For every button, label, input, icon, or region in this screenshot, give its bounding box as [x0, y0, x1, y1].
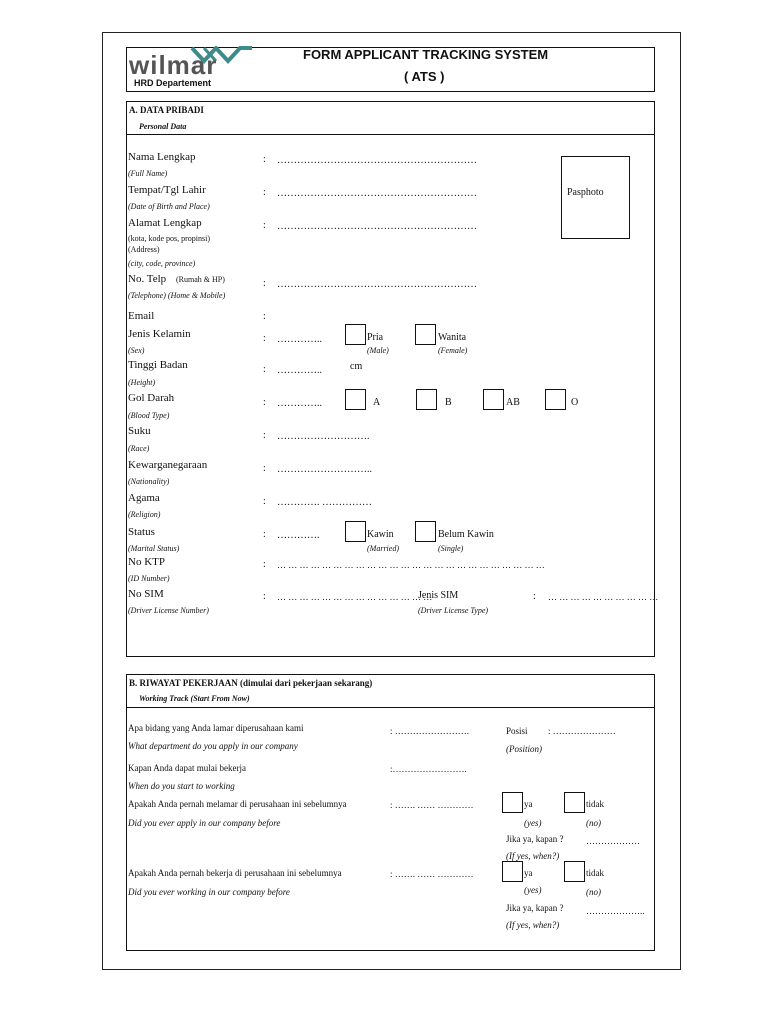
address-detail-en: (Address): [128, 245, 160, 254]
form-subtitle: ( ATS ): [404, 69, 445, 84]
q2-text-en: When do you start to working: [128, 781, 235, 791]
q3-when-label-en: (If yes, when?): [506, 851, 560, 861]
email-label: Email: [128, 310, 155, 322]
married-label-en: (Married): [367, 544, 399, 553]
birth-label-en: (Date of Birth and Place): [128, 202, 210, 211]
blood-b-checkbox[interactable]: [416, 389, 437, 410]
position-field[interactable]: : …………………: [548, 726, 616, 736]
sim-type-field[interactable]: … … … … … … … … … …: [548, 592, 659, 602]
section-a-title: A. DATA PRIBADI: [129, 105, 204, 115]
blood-o-checkbox[interactable]: [545, 389, 566, 410]
q1-text-en: What department do you apply in our company: [128, 741, 298, 751]
married-label: Kawin: [367, 529, 394, 540]
sim-label: No SIM: [128, 588, 164, 600]
single-checkbox[interactable]: [415, 521, 436, 542]
q3-yes-label-en: (yes): [524, 818, 542, 828]
nationality-label-en: (Nationality): [128, 477, 170, 486]
height-label-en: (Height): [128, 378, 156, 387]
blood-colon: :: [263, 397, 266, 408]
male-label-en: (Male): [367, 346, 389, 355]
married-checkbox[interactable]: [345, 521, 366, 542]
q4-yes-checkbox[interactable]: [502, 861, 523, 882]
ktp-label: No KTP: [128, 556, 165, 568]
religion-field[interactable]: …………. ……………: [277, 497, 372, 508]
single-label-en: (Single): [438, 544, 464, 553]
religion-label: Agama: [128, 492, 160, 504]
phone-label: No. Telp: [128, 273, 167, 285]
sim-field[interactable]: … … … … … … … … … … … … … …: [277, 592, 433, 602]
blood-ab-label: AB: [506, 397, 520, 408]
name-colon: :: [263, 154, 266, 165]
name-field[interactable]: ……………………………………………………: [277, 155, 477, 166]
q1-text: Apa bidang yang Anda lamar diperusahaan kami: [128, 723, 304, 733]
name-label-en: (Full Name): [128, 169, 168, 178]
male-checkbox[interactable]: [345, 324, 366, 345]
address-detail: (kota, kode pos, propinsi): [128, 234, 210, 243]
email-colon: :: [263, 311, 266, 322]
phone-colon: :: [263, 278, 266, 289]
section-b-subtitle: Working Track (Start From Now): [139, 694, 250, 703]
wilmar-logo: wilmar: [129, 50, 218, 80]
nationality-colon: :: [263, 463, 266, 474]
sex-colon: :: [263, 333, 266, 344]
q3-no-label: tidak: [586, 799, 604, 809]
photo-label: Pasphoto: [567, 187, 604, 198]
status-colon: :: [263, 529, 266, 540]
sim-type-label-en: (Driver License Type): [418, 606, 489, 615]
female-label: Wanita: [438, 332, 467, 343]
female-checkbox[interactable]: [415, 324, 436, 345]
blood-a-label: A: [373, 397, 381, 408]
section-a-subtitle: Personal Data: [139, 122, 187, 131]
q1-field[interactable]: : …………………….: [390, 726, 470, 736]
ktp-label-en: (ID Number): [128, 574, 170, 583]
q4-yes-label-en: (yes): [524, 885, 542, 895]
blood-o-label: O: [571, 397, 579, 408]
height-label: Tinggi Badan: [128, 359, 188, 371]
q4-no-label-en: (no): [586, 887, 601, 897]
birth-colon: :: [263, 187, 266, 198]
q3-yes-checkbox[interactable]: [502, 792, 523, 813]
phone-detail: (Rumah & HP): [176, 275, 225, 284]
phone-label-en: (Telephone) (Home & Mobile): [128, 291, 226, 300]
blood-label: Gol Darah: [128, 392, 175, 404]
blood-label-en: (Blood Type): [128, 411, 170, 420]
birth-label: Tempat/Tgl Lahir: [128, 184, 206, 196]
blood-a-checkbox[interactable]: [345, 389, 366, 410]
section-a-divider: [126, 134, 655, 135]
q3-no-checkbox[interactable]: [564, 792, 585, 813]
q4-yes-label: ya: [524, 868, 533, 878]
q2-field[interactable]: :…………………….: [390, 764, 467, 774]
status-label-en: (Marital Status): [128, 544, 180, 553]
phone-field[interactable]: ……………………………………………………: [277, 279, 477, 290]
section-b-divider: [126, 707, 655, 708]
ktp-field[interactable]: … … … … … … … … … … … … … … … … … … … … … … … …: [277, 560, 545, 570]
nationality-label: Kewarganegaraan: [128, 459, 208, 471]
female-label-en: (Female): [438, 346, 468, 355]
ktp-colon: :: [263, 559, 266, 570]
q4-when-field[interactable]: ………………..: [586, 906, 645, 916]
section-b-title: B. RIWAYAT PEKERJAAN (dimulai dari pekerjaan sekarang): [129, 678, 373, 688]
blood-b-label: B: [445, 397, 452, 408]
q3-text-en: Did you ever apply in our company before: [128, 818, 281, 828]
q4-no-checkbox[interactable]: [564, 861, 585, 882]
position-label: Posisi: [506, 726, 528, 736]
q3-text: Apakah Anda pernah melamar di perusahaan ini sebelumnya: [128, 799, 347, 809]
religion-label-en: (Religion): [128, 510, 161, 519]
q3-yes-label: ya: [524, 799, 533, 809]
blood-field[interactable]: …………..: [277, 398, 322, 409]
single-label: Belum Kawin: [438, 529, 494, 540]
q4-text-en: Did you ever working in our company before: [128, 887, 290, 897]
sex-label-en: (Sex): [128, 346, 145, 355]
form-title: FORM APPLICANT TRACKING SYSTEM: [303, 47, 549, 62]
dept-label: HRD Departement: [134, 78, 212, 88]
address-label-en: (city, code, province): [128, 259, 196, 268]
religion-colon: :: [263, 496, 266, 507]
q4-text: Apakah Anda pernah bekerja di perusahaan ini sebelumnya: [128, 868, 342, 878]
sim-type-colon: :: [533, 591, 536, 602]
nationality-field[interactable]: ………………………..: [277, 464, 372, 475]
race-label: Suku: [128, 425, 151, 437]
q3-when-label: Jika ya, kapan ?: [506, 834, 564, 844]
status-field[interactable]: ………….: [277, 530, 320, 541]
name-label: Nama Lengkap: [128, 151, 196, 163]
address-colon: :: [263, 220, 266, 231]
height-field[interactable]: …………..: [277, 365, 322, 376]
q4-field[interactable]: : ……. …… …………: [390, 869, 474, 879]
male-label: Pria: [367, 332, 384, 343]
race-field[interactable]: ……………………….: [277, 431, 370, 442]
position-label-en: (Position): [506, 744, 542, 754]
sex-field[interactable]: …………..: [277, 334, 322, 345]
q2-text: Kapan Anda dapat mulai bekerja: [128, 763, 246, 773]
q4-when-label-en: (If yes, when?): [506, 920, 560, 930]
q3-when-field[interactable]: ………………: [586, 836, 640, 846]
blood-ab-checkbox[interactable]: [483, 389, 504, 410]
q3-field[interactable]: : ……. …… …………: [390, 800, 474, 810]
q4-no-label: tidak: [586, 868, 604, 878]
sim-colon: :: [263, 591, 266, 602]
q4-when-label: Jika ya, kapan ?: [506, 903, 564, 913]
q3-no-label-en: (no): [586, 818, 601, 828]
sex-label: Jenis Kelamin: [128, 328, 191, 340]
address-field[interactable]: ……………………………………………………: [277, 221, 477, 232]
height-colon: :: [263, 364, 266, 375]
sim-label-en: (Driver License Number): [128, 606, 209, 615]
sim-type-label: Jenis SIM: [418, 590, 459, 601]
height-unit: cm: [350, 361, 363, 372]
race-colon: :: [263, 430, 266, 441]
status-label: Status: [128, 526, 155, 538]
birth-field[interactable]: ……………………………………………………: [277, 188, 477, 199]
address-label: Alamat Lengkap: [128, 217, 202, 229]
race-label-en: (Race): [128, 444, 150, 453]
